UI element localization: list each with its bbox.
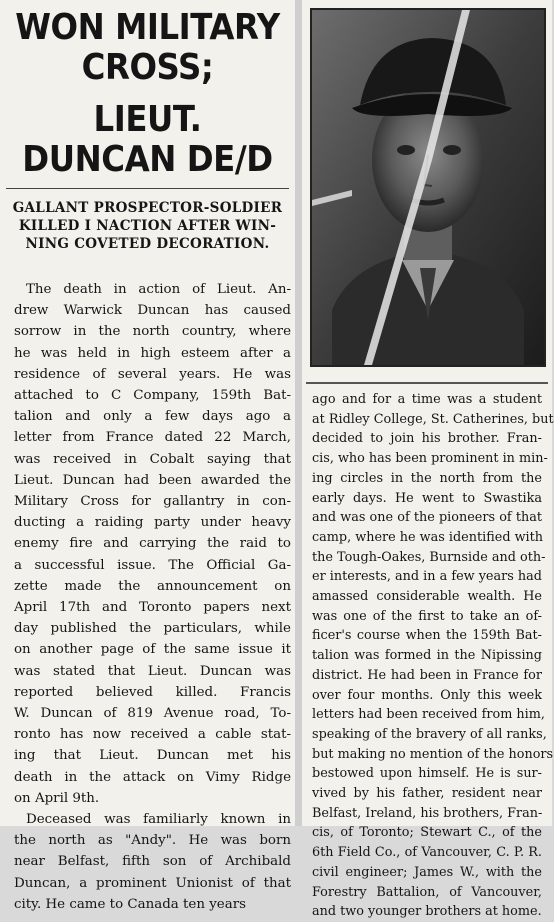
article-line: letters had been received from him, — [312, 707, 545, 723]
article-line: April 17th and Toronto papers next — [14, 600, 291, 616]
article-line: the Tough-Oakes, Burnside and oth- — [312, 549, 546, 565]
article-line: The death in action of Lieut. An- — [26, 282, 291, 297]
article-line: residence of several years. He was — [14, 366, 291, 382]
subheadline — [6, 199, 289, 253]
article-line: death in the attack on Vimy Ridge — [14, 769, 291, 785]
article-line: civil engineer; James W., with the — [312, 864, 542, 880]
article-line: Duncan, a prominent Unionist of that — [14, 875, 291, 891]
portrait-photo — [310, 8, 546, 367]
article-line: over four months. Only this week — [312, 687, 542, 703]
article-line: er interests, and in a few years had — [312, 569, 542, 585]
article-body-right-text — [302, 390, 552, 922]
article-line: 6th Field Co., of Vancouver, C. P. R. — [312, 845, 542, 861]
article-line: attached to C Company, 159th Bat- — [14, 388, 291, 404]
article-body-right — [302, 390, 552, 922]
article-line: day published the particulars, while — [14, 621, 291, 637]
article-line: ing that Lieut. Duncan met his — [14, 748, 291, 764]
headline-line-1: WON MILITARY CROSS; — [15, 7, 280, 88]
article-line: he was held in high esteem after a — [14, 345, 291, 361]
article-line: at Ridley College, St. Catherines, but — [312, 411, 554, 427]
article-line: sorrow in the north country, where — [14, 324, 291, 340]
subhead-line: GALLANT PROSPECTOR-SOLDIER — [12, 200, 283, 216]
headline-rule — [6, 188, 289, 189]
article-line: city. He came to Canada ten years — [14, 896, 246, 912]
article-line: early days. He went to Swastika — [312, 490, 542, 506]
article-line: was stated that Lieut. Duncan was — [14, 663, 291, 679]
article-line: cis, who has been prominent in min- — [312, 451, 548, 467]
article-line: was one of the first to take an of- — [312, 608, 542, 624]
article-line: the north as "Andy". He was born — [14, 833, 291, 849]
article-line: speaking of the bravery of all ranks, — [312, 726, 547, 742]
right-column — [302, 0, 554, 920]
article-line: zette made the announcement on — [14, 578, 291, 594]
article-line: ficer's course when the 159th Bat- — [312, 628, 542, 644]
article-line: Belfast, Ireland, his brothers, Fran- — [312, 805, 543, 821]
portrait-image — [312, 10, 544, 365]
article-line: a successful issue. The Official Ga- — [14, 557, 291, 573]
article-line: ducting a raiding party under heavy — [14, 515, 291, 531]
article-line: reported believed killed. Francis — [14, 684, 291, 700]
article-line: decided to join his brother. Fran- — [312, 431, 542, 447]
article-line: letter from France dated 22 March, — [14, 430, 291, 446]
article-line: but making no mention of the honors — [312, 746, 554, 762]
article-line: district. He had been in France for — [312, 667, 542, 683]
article-body-left — [0, 279, 295, 915]
headline-line-2: LIEUT. DUNCAN DE/D — [22, 99, 273, 180]
article-line: Lieut. Duncan had been awarded the — [14, 472, 291, 488]
article-line: on another page of the same issue it — [14, 642, 291, 658]
article-line: Military Cross for gallantry in con- — [14, 494, 291, 510]
article-line: ronto has now received a cable stat- — [14, 727, 291, 743]
subhead-line: NING COVETED DECORATION. — [25, 236, 270, 252]
article-line: cis, of Toronto; Stewart C., of the — [312, 825, 542, 841]
article-line: talion was formed in the Nipissing — [312, 648, 542, 664]
article-line: Deceased was familiarly known in — [26, 812, 291, 828]
article-line: Forestry Battalion, of Vancouver, — [312, 884, 542, 900]
article-line: drew Warwick Duncan has caused — [14, 303, 291, 319]
column-gutter — [295, 0, 302, 826]
article-line: on April 9th. — [14, 790, 100, 806]
article-line: talion and only a few days ago a — [14, 409, 291, 425]
article-line: ing circles in the north from the — [312, 470, 542, 486]
article-line: amassed considerable wealth. He — [312, 589, 542, 605]
article-line: ago and for a time was a student — [312, 392, 542, 407]
article-line: and two younger brothers at home. — [312, 904, 542, 920]
article-line: bestowed upon himself. He is sur- — [312, 766, 542, 782]
article-line: was received in Cobalt saying that — [14, 451, 291, 467]
article-line: W. Duncan of 819 Avenue road, To- — [14, 706, 291, 722]
subhead-line: KILLED I NACTION AFTER WIN- — [18, 218, 277, 234]
article-line: enemy fire and carrying the raid to — [14, 536, 291, 552]
article-line: camp, where he was identified with — [312, 529, 544, 545]
article-line: and was one of the pioneers of that — [312, 510, 542, 526]
article-line: near Belfast, fifth son of Archibald — [14, 854, 291, 870]
section-rule — [306, 382, 548, 384]
article-line: vived by his father, resident near — [312, 786, 542, 802]
